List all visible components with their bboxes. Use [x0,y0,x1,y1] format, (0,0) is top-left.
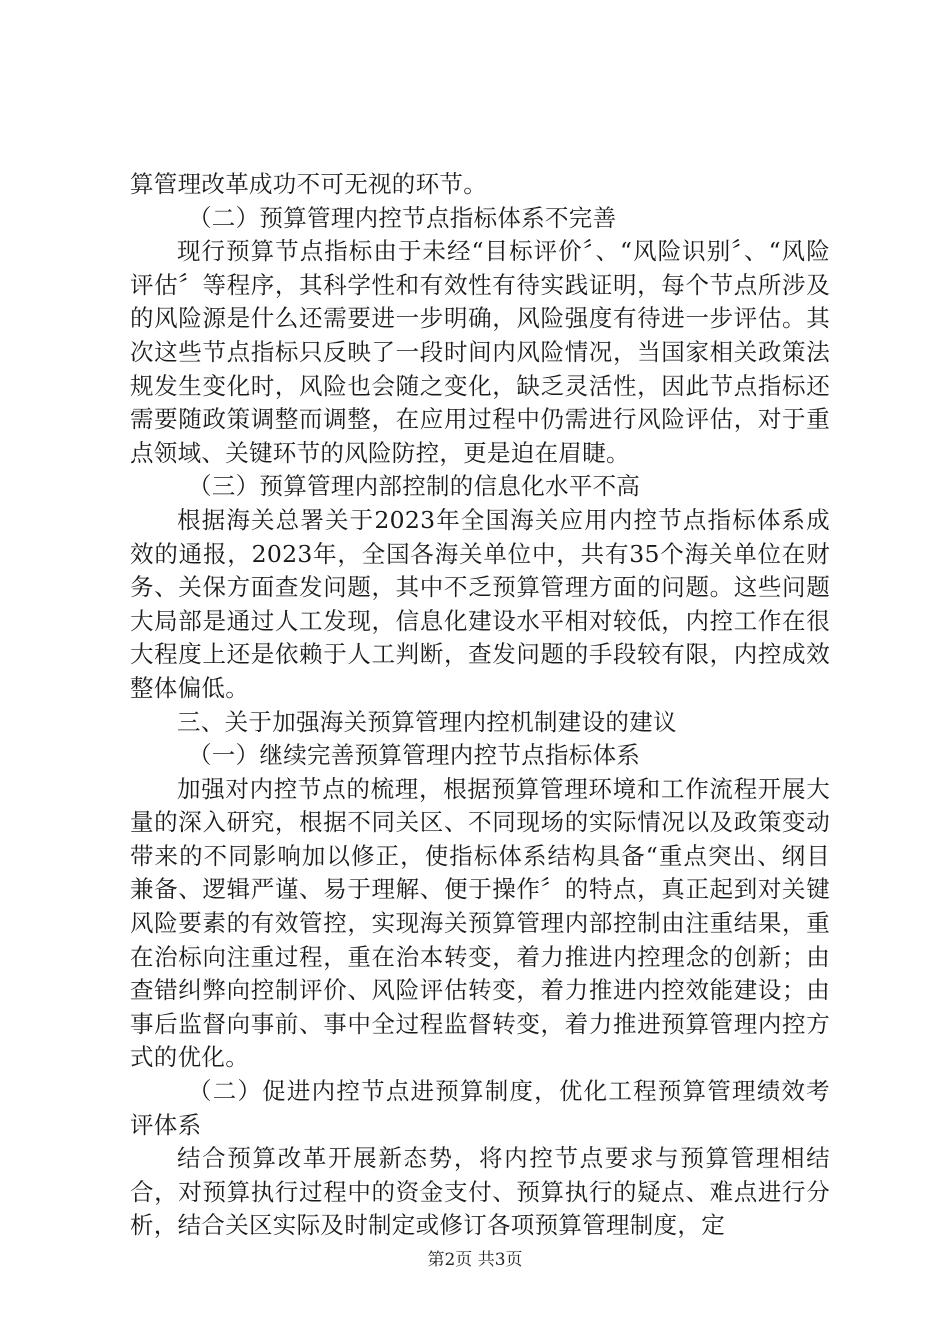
chapter-heading: 三、关于加强海关预算管理内控机制建设的建议 [177,707,677,736]
paragraph: 算管理改革成功不可无视的环节。 [130,170,487,198]
page-footer: 第2页 共3页 [427,1250,523,1270]
section-heading: （二）预算管理内控节点指标体系不完善 [188,203,617,232]
document-body [130,168,830,1243]
section-heading: （一）继续完善预算管理内控节点指标体系 [188,741,641,770]
paragraph: 现行预算节点指标由于未经“目标评价〞、“风险识别〞、“风险评估〞等程序，其科学性和有效性有待实践证明，每个节点所涉及的风险源是什么还需要进一步明确，风险强度有待进一步评估。其次这些节点指标只反映了一段时间内风险情况，当国家相关政策法规发生变化时，风险也会随之变化，缺乏灵活性，因此节点指标还需要随政策调整而调整，在应用过程中仍需进行风险评估，对于重点领域、关键环节的风险防控，更是迫在眉睫。 [130,237,830,467]
paragraph: 结合预算改革开展新态势，将内控节点要求与预算管理相结合，对预算执行过程中的资金支付、预算执行的疑点、难点进行分析，结合关区实际及时制定或修订各项预算管理制度，定 [130,1144,830,1240]
section-heading: （二）促进内控节点进预算制度，优化工程预算管理绩效考评体系 [130,1077,830,1139]
paragraph: 加强对内控节点的梳理，根据预算管理环境和工作流程开展大量的深入研究，根据不同关区、不同现场的实际情况以及政策变动带来的不同影响加以修正，使指标体系结构具备“重点突出、纲目兼备、逻辑严谨、易于理解、便于操作〞的特点，真正起到对关键风险要素的有效管控，实现海关预算管理内部控制由注重结果，重在治标向注重过程，重在治本转变，着力推进内控理念的创新；由查错纠弊向控制评价、风险评估转变，着力推进内控效能建设；由事后监督向事前、事中全过程监督转变，着力推进预算管理内控方式的优化。 [130,774,830,1072]
paragraph: 根据海关总署关于2023年全国海关应用内控节点指标体系成效的通报，2023年，全国各海关单位中，共有35个海关单位在财务、关保方面查发问题，其中不乏预算管理方面的问题。这些问题大局部是通过人工发现，信息化建设水平相对较低，内控工作在很大程度上还是依赖于人工判断，查发问题的手段较有限，内控成效整体偏低。 [130,505,830,702]
section-heading: （三）预算管理内部控制的信息化水平不高 [188,472,641,501]
